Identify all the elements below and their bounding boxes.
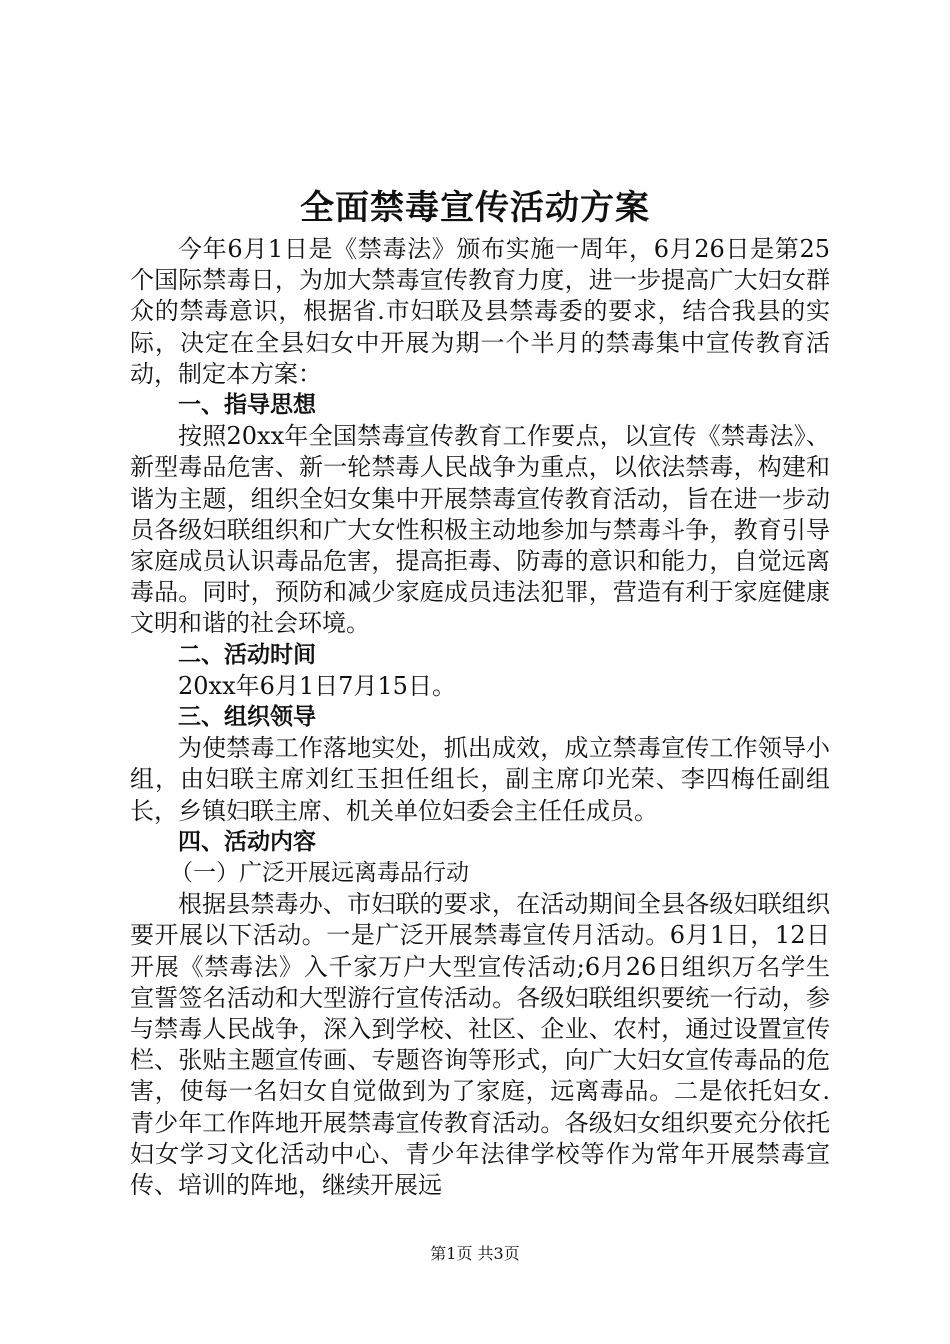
organization-paragraph: 为使禁毒工作落地实处，抓出成效，成立禁毒宣传工作领导小组，由妇联主席刘红玉担任组长，副主席卬光荣、李四梅任副组长，乡镇妇联主席、机关单位妇委会主任任成员。 (130, 734, 830, 825)
section-heading-activity-time: 二、活动时间 (178, 641, 316, 668)
document-title: 全面禁毒宣传活动方案 (300, 188, 650, 228)
subsection-heading-anti-drug-action: （一）广泛开展远离毒品行动 (170, 860, 469, 887)
activity-time-paragraph: 20xx年6月1日7月15日。 (178, 671, 456, 700)
page-footer: 第1页 共3页 (430, 1244, 520, 1263)
section-heading-activity-content: 四、活动内容 (178, 828, 316, 855)
section-heading-organization: 三、组织领导 (178, 704, 316, 731)
intro-paragraph: 今年6月1日是《禁毒法》颁布实施一周年，6月26日是第25个国际禁毒日，为加大禁毒宣传教育力度，进一步提高广大妇女群众的禁毒意识，根据省.市妇联及县禁毒委的要求，结合我县的实际，决定在全县妇女中开展为期一个半月的禁毒集中宣传教育活动，制定本方案： (130, 235, 830, 388)
guiding-idea-paragraph: 按照20xx年全国禁毒宣传教育工作要点，以宣传《禁毒法》、新型毒品危害、新一轮禁毒人民战争为重点，以依法禁毒，构建和谐为主题，组织全妇女集中开展禁毒宣传教育活动，旨在进一步动员各级妇联组织和广大女性积极主动地参加与禁毒斗争，教育引导家庭成员认识毒品危害，提高拒毒、防毒的意识和能力，自觉远离毒品。同时，预防和减少家庭成员违法犯罪，营造有利于家庭健康文明和谐的社会环境。 (130, 422, 830, 638)
document-body (130, 234, 830, 1201)
section-heading-guiding-idea: 一、指导思想 (178, 392, 316, 419)
anti-drug-action-paragraph: 根据县禁毒办、市妇联的要求，在活动期间全县各级妇联组织要开展以下活动。一是广泛开展禁毒宣传月活动。6月1日，12日开展《禁毒法》入千家万户大型宣传活动;6月26日组织万名学生宣誓签名活动和大型游行宣传活动。各级妇联组织要统一行动，参与禁毒人民战争，深入到学校、社区、企业、农村，通过设置宣传栏、张贴主题宣传画、专题咨询等形式，向广大妇女宣传毒品的危害，使每一名妇女自觉做到为了家庭，远离毒品。二是依托妇女.青少年工作阵地开展禁毒宣传教育活动。各级妇女组织要充分依托妇女学习文化活动中心、青少年法律学校等作为常年开展禁毒宣传、培训的阵地，继续开展远 (130, 890, 830, 1200)
